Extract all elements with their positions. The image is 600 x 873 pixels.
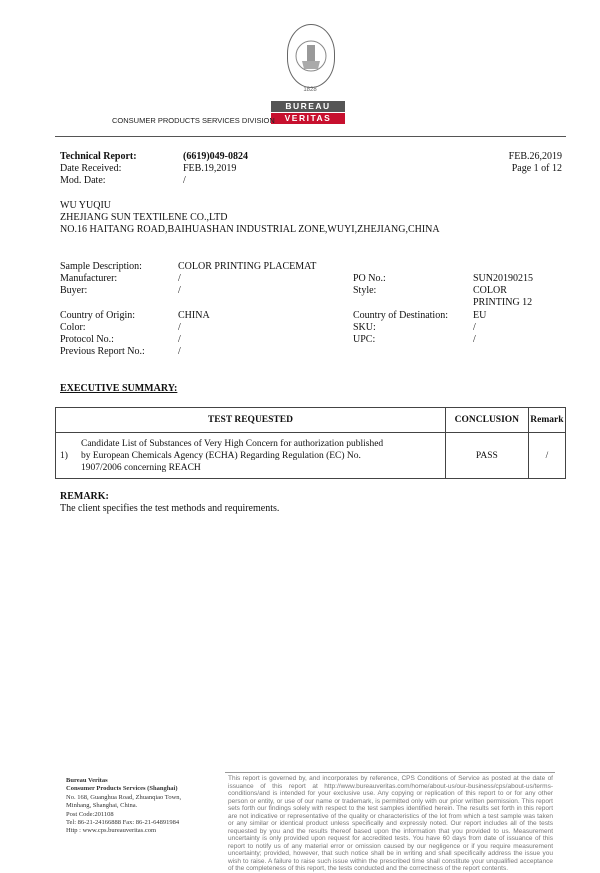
manufacturer-label: Manufacturer: [60, 273, 118, 284]
row-test-line3: 1907/2006 concerning REACH [81, 462, 201, 473]
origin-value: CHINA [178, 310, 210, 321]
table-row [56, 433, 566, 479]
manufacturer-value: / [178, 273, 181, 284]
footer-address2: Minhang, Shanghai, China. [66, 802, 138, 810]
row-test-line2: by European Chemicals Agency (ECHA) Regarding Regulation (EC) No. [81, 450, 361, 461]
footer-divider [225, 772, 555, 773]
footer-company: Bureau Veritas [66, 777, 108, 784]
seal-year: 1828 [303, 87, 317, 93]
client-name: WU YUQIU [60, 200, 112, 211]
previous-report-label: Previous Report No.: [60, 346, 145, 357]
seal-emblem-icon [288, 25, 334, 87]
row-test-cell [79, 433, 445, 479]
executive-summary-heading: EXECUTIVE SUMMARY: [60, 383, 178, 394]
sample-description-label: Sample Description: [60, 261, 142, 272]
footer-address-block [66, 777, 216, 836]
division-title: CONSUMER PRODUCTS SERVICES DIVISION [112, 116, 275, 125]
destination-value: EU [473, 310, 487, 321]
footer-address1: No. 168, Guanghua Road, Zhuanqiao Town, [66, 793, 182, 801]
upc-label: UPC: [353, 334, 376, 345]
header-divider [55, 136, 566, 137]
sample-description-value: COLOR PRINTING PLACEMAT [178, 261, 317, 272]
logo-bureau: BUREAU [271, 101, 345, 112]
date-received-label: Date Received: [60, 163, 122, 174]
style-value-line1: COLOR [473, 285, 507, 296]
protocol-label: Protocol No.: [60, 334, 114, 345]
remark-text: The client specifies the test methods and requirements. [60, 503, 280, 514]
footer-division: Consumer Products Services (Shanghai) [66, 785, 178, 793]
color-label: Color: [60, 322, 86, 333]
date-received-value: FEB.19,2019 [183, 163, 237, 174]
row-test-line1: Candidate List of Substances of Very High Concern for authorization published [81, 438, 384, 449]
row-remark: / [528, 433, 565, 479]
technical-report-label: Technical Report: [60, 151, 137, 162]
sku-value: / [473, 322, 476, 333]
mod-date-label: Mod. Date: [60, 175, 106, 186]
protocol-value: / [178, 334, 181, 345]
summary-table [55, 407, 566, 479]
row-conclusion: PASS [445, 433, 528, 479]
footer-http: Http : www.cps.bureauveritas.com [66, 827, 157, 835]
footer-disclaimer: This report is governed by, and incorporates by reference, CPS Conditions of Service as posted at the date of issuance of this report at http://www.bureauveritas.com/home/about-us/our-business/cps/about-us/terms-conditions/and is intended for your exclusive use. Any copying or replication of this report to or for any other person or entity, or use of our name or trademark, is permitted only with our prior written permission. This report sets forth our findings solely with respect to the test samples identified herein. The results set forth in this report are not indicative or representative of the quality or characteristics of the lot from which a test sample was taken or any similar or identical product unless specifically and expressly noted. Our report includes all of the tests requested by you and the results thereof based upon the information that you provided to us. Measurement uncertainty is only provided upon request for accredited tests. You have 60 days from date of issuance of this report to notify us of any material error or omission caused by our negligence or if you require measurement uncertainty; provided, however, that such notice shall be in writing and shall specifically address the issue you wish to raise. A failure to raise such issue within the prescribed time shall constitute your unqualified acceptance of the completeness of this report, the tests conducted and the correctness of the report contents. [228, 775, 553, 872]
po-label: PO No.: [353, 273, 386, 284]
sku-label: SKU: [353, 322, 376, 333]
client-address: NO.16 HAITANG ROAD,BAIHUASHAN INDUSTRIAL ZONE,WUYI,ZHEJIANG,CHINA [60, 224, 440, 235]
remark-heading: REMARK: [60, 491, 109, 502]
footer-postcode: Post Code:201108 [66, 810, 114, 818]
mod-date-value: / [183, 175, 186, 186]
bureau-veritas-seal [287, 24, 335, 88]
buyer-label: Buyer: [60, 285, 88, 296]
footer-tel: Tel: 86-21-24166888 Fax: 86-21-64891984 [66, 819, 180, 827]
upc-value: / [473, 334, 476, 345]
origin-label: Country of Origin: [60, 310, 135, 321]
report-date: FEB.26,2019 [508, 151, 562, 162]
col-conclusion: CONCLUSION [445, 408, 528, 433]
col-remark: Remark [528, 408, 565, 433]
destination-label: Country of Destination: [353, 310, 448, 321]
color-value: / [178, 322, 181, 333]
po-value: SUN20190215 [473, 273, 534, 284]
page-number: Page 1 of 12 [511, 163, 562, 174]
summary-header-row [56, 408, 566, 433]
style-label: Style: [353, 285, 377, 296]
style-value-line2: PRINTING 12 [473, 297, 533, 308]
client-company: ZHEJIANG SUN TEXTILENE CO.,LTD [60, 212, 228, 223]
logo-veritas: VERITAS [271, 113, 345, 124]
previous-report-value: / [178, 346, 181, 357]
buyer-value: / [178, 285, 181, 296]
row-number: 1) [56, 433, 80, 479]
col-test-requested: TEST REQUESTED [56, 408, 446, 433]
technical-report-value: (6619)049-0824 [183, 151, 248, 162]
